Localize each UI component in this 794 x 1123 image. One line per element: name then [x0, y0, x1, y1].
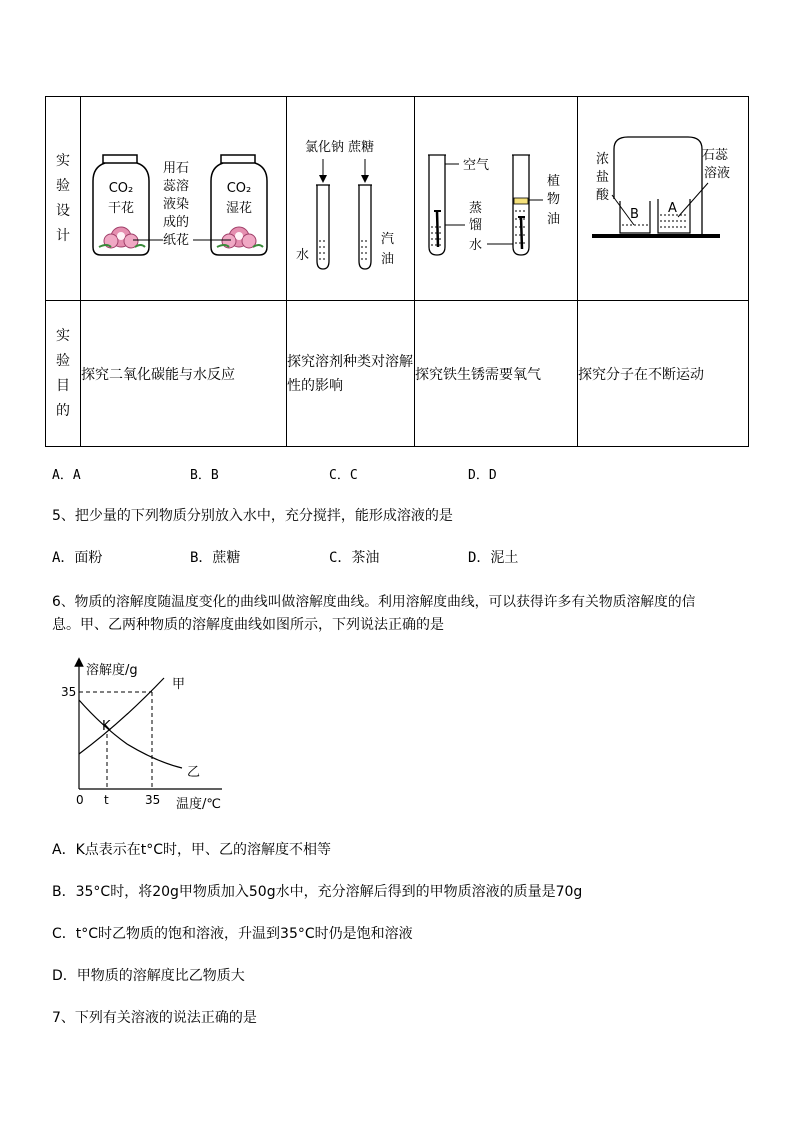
q6-option-a[interactable]: A．K点表示在t°C时，甲、乙的溶解度不相等	[52, 842, 332, 858]
paper-flower-label-line: 用石	[163, 161, 190, 176]
right-tube	[359, 185, 371, 269]
design-molecule-motion	[578, 97, 749, 301]
veg-oil-label-line: 油	[547, 212, 561, 227]
purpose-4: 探究分子在不断运动	[578, 301, 749, 447]
design-iron-rust-tubes	[415, 97, 578, 301]
purpose-3: 探究铁生锈需要氧气	[415, 301, 578, 447]
left-jar-flower: 干花	[107, 201, 135, 216]
design-solvent-tubes	[287, 97, 415, 301]
x-origin: 0	[76, 793, 84, 807]
q6-option-b[interactable]: B．35°C时，将20g甲物质加入50g水中，充分溶解后得到的甲物质溶液的质量是70g	[52, 884, 583, 900]
co2-jars-diagram	[81, 97, 286, 296]
right-tube-liquid	[361, 241, 369, 259]
left-tube-liquid	[319, 241, 327, 259]
q5-stem: 5、把少量的下列物质分别放入水中，充分搅拌，能形成溶液的是	[52, 508, 453, 524]
point-k-label: K	[102, 719, 111, 734]
design-row-label: 实 验 设 计	[46, 97, 81, 301]
litmus-label-line: 溶液	[704, 166, 731, 181]
q4-option-a[interactable]: A．A	[52, 468, 81, 483]
veg-oil-label-line: 物	[547, 192, 561, 207]
q5-option-c[interactable]: C．茶油	[329, 550, 380, 566]
purpose-2: 探究溶剂种类对溶解性的影响	[287, 301, 415, 447]
q4-option-c[interactable]: C．C	[329, 468, 358, 483]
litmus-label-line: 石蕊	[702, 148, 729, 163]
curve-jia-label: 甲	[172, 677, 186, 692]
iron-nail	[437, 211, 438, 247]
arrow-down-icon	[319, 175, 327, 183]
q7-stem: 7、下列有关溶液的说法正确的是	[52, 1010, 257, 1026]
paper-flower-label-line: 蕊溶	[163, 179, 190, 194]
conc-acid-label-line: 浓	[596, 152, 610, 167]
purpose-1: 探究二氧化碳能与水反应	[81, 301, 287, 447]
right-jar-flower: 湿花	[225, 201, 253, 216]
curve-jia	[79, 678, 164, 754]
solvent-tubes-diagram	[287, 97, 414, 296]
x-tick-t: t	[104, 793, 109, 807]
conc-acid-label-line: 酸	[596, 188, 610, 203]
design-co2-jars	[81, 97, 287, 301]
solute-labels: 氯化钠 蔗糖	[305, 140, 375, 155]
water-label: 水	[296, 248, 310, 263]
paper-flower-label-line: 纸花	[163, 233, 190, 248]
arrow-down-icon	[361, 175, 369, 183]
paper-flower-label-line: 成的	[163, 215, 190, 230]
q5-option-d[interactable]: D．泥土	[468, 550, 519, 566]
experiment-table	[45, 96, 749, 447]
q5-option-a[interactable]: A．面粉	[52, 550, 103, 566]
iron-rust-diagram	[415, 97, 577, 296]
left-jar-gas: CO₂	[108, 181, 134, 196]
q4-option-d[interactable]: D．D	[468, 468, 497, 483]
gasoline-label-line: 油	[381, 252, 395, 267]
beaker-a-label: A	[668, 201, 677, 216]
gasoline-label-line: 汽	[381, 232, 395, 247]
y-axis-label: 溶解度/g	[86, 663, 138, 678]
distilled-water-label-line: 蒸	[469, 201, 483, 216]
distilled-water-label-line: 水	[469, 238, 483, 253]
iron-nail	[521, 217, 522, 249]
x-tick-35: 35	[145, 793, 161, 807]
oil-layer	[514, 198, 528, 204]
q6-stem-line2: 息。甲、乙两种物质的溶解度曲线如图所示，下列说法正确的是	[52, 617, 444, 633]
q6-stem-line1: 6、物质的溶解度随温度变化的曲线叫做溶解度曲线。利用溶解度曲线，可以获得许多有关物质溶解度的信	[52, 594, 696, 610]
conc-acid-label-line: 盐	[596, 170, 610, 185]
distilled-water-label-line: 馏	[469, 218, 483, 233]
y-tick-35: 35	[61, 685, 77, 699]
curve-yi-label: 乙	[187, 765, 201, 780]
curve-yi	[79, 700, 182, 768]
solubility-graph	[52, 656, 242, 816]
beaker-b-label: B	[630, 207, 639, 222]
molecule-motion-diagram	[578, 97, 748, 296]
purpose-row	[46, 301, 749, 447]
q6-option-d[interactable]: D．甲物质的溶解度比乙物质大	[52, 968, 245, 984]
purpose-row-label: 实 验 目 的	[46, 301, 81, 447]
q4-option-b[interactable]: B．B	[190, 468, 219, 483]
q6-option-c[interactable]: C．t°C时乙物质的饱和溶液，升温到35°C时仍是饱和溶液	[52, 926, 413, 942]
right-jar-gas: CO₂	[226, 181, 252, 196]
x-axis-label: 温度/℃	[176, 797, 221, 812]
veg-oil-label-line: 植	[547, 174, 561, 189]
left-tube	[317, 185, 329, 269]
q5-option-b[interactable]: B．蔗糖	[190, 550, 241, 566]
air-label: 空气	[463, 158, 490, 173]
base-plate	[592, 234, 720, 238]
paper-flower-label-line: 液染	[163, 197, 190, 212]
design-row	[46, 97, 749, 301]
